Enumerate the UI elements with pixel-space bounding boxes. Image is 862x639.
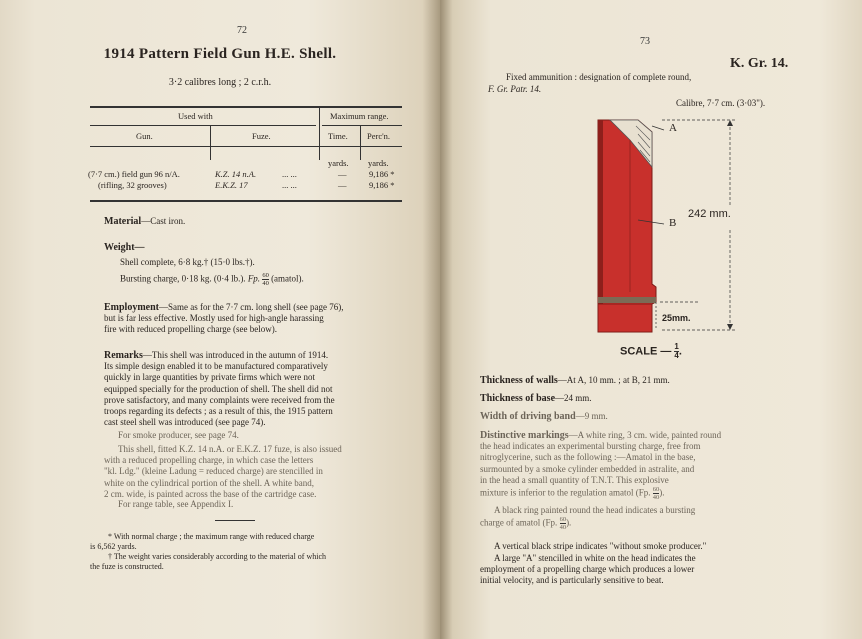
material-label: Material bbox=[104, 216, 142, 227]
footnotes: * With normal charge ; the maximum range with reduced charge is 6,562 yards. † The weight varies considerably according to the material of which the fuze is constructed. bbox=[90, 532, 326, 571]
col-percn: Perc'n. bbox=[367, 131, 391, 141]
fuze-2: E.K.Z. 17 bbox=[215, 180, 248, 190]
fuze-1-dots: ... ... bbox=[282, 169, 297, 179]
fuze-2-dots: ... ... bbox=[282, 180, 297, 190]
page-title: 1914 Pattern Field Gun H.E. Shell. bbox=[103, 46, 337, 62]
base-para: Thickness of base—24 mm. bbox=[480, 393, 592, 404]
weight-shell: Shell complete, 6·8 kg.† (15·0 lbs.†). bbox=[120, 257, 255, 267]
label-a: A bbox=[669, 122, 677, 134]
calibre: Calibre, 7·7 cm. (3·03"). bbox=[676, 98, 766, 108]
base-dimension: 25mm. bbox=[662, 313, 691, 323]
col-time: Time. bbox=[328, 131, 348, 141]
length-dimension: 242 mm. bbox=[688, 208, 731, 220]
vertical-stripe-para: A vertical black stripe indicates "without smoke producer." bbox=[494, 541, 707, 551]
unit-percn: yards. bbox=[368, 158, 389, 168]
weight-burst: Bursting charge, 0·18 kg. (0·4 lb.). Fp. $\frac{60}{40}$ (amatol). bbox=[120, 272, 304, 287]
shell-diagram bbox=[580, 112, 760, 362]
markings-para: Distinctive markings—A white ring, 3 cm. wide, painted round the head indicates an experimental bursting charge, free from nitroglycerine, such as the following :—Amatol in the base, surmounted by a smoke cylinder embedded in astralite, and in the head a small quantity of T.N.T. This explosive mixture is inferior to the regulation amatol (Fp. $\frac{60}{40}$ ). bbox=[480, 430, 722, 502]
range-table-ref: For range table, see Appendix I. bbox=[118, 499, 234, 509]
right-page bbox=[440, 0, 862, 639]
page-subtitle: 3·2 calibres long ; 2 c.r.h. bbox=[168, 77, 272, 88]
material-text: —Cast iron. bbox=[141, 216, 186, 226]
label-b: B bbox=[669, 217, 677, 229]
scale-label: SCALE — $\frac{1}{4}$ . bbox=[620, 342, 682, 360]
time-1: — bbox=[338, 169, 347, 179]
col-gun: Gun. bbox=[136, 131, 153, 141]
gun-name: (7·7 cm.) field gun 96 n/A. bbox=[88, 169, 180, 179]
page-number-right: 73 bbox=[640, 36, 650, 47]
weight-label: Weight— bbox=[104, 242, 145, 253]
unit-time: yards. bbox=[328, 158, 349, 168]
time-2: — bbox=[338, 180, 347, 190]
stencil-a-para: A large "A" stencilled in white on the head indicates the employment of a propelling charge which produces a lower initial velocity, and is particularly sensitive to beat. bbox=[480, 553, 696, 586]
walls-para: Thickness of walls—At A, 10 mm. ; at B, 21 mm. bbox=[480, 375, 670, 386]
col-fuze: Fuze. bbox=[252, 131, 271, 141]
band-para: Width of driving band—9 mm. bbox=[480, 411, 608, 422]
fuze-1: K.Z. 14 n.A. bbox=[215, 169, 257, 179]
black-ring-para: A black ring painted round the head indicates a bursting charge of amatol (Fp. $\frac{60}{40}$ ). bbox=[480, 505, 696, 532]
fixed-ammo-line: Fixed ammunition : designation of complete round, bbox=[506, 72, 692, 82]
range-1: 9,186 * bbox=[369, 169, 395, 179]
header-used-with: Used with bbox=[178, 111, 213, 121]
page-title-right: K. Gr. 14. bbox=[730, 56, 789, 71]
driving-band bbox=[598, 297, 656, 303]
page-number: 72 bbox=[237, 25, 247, 36]
fitted-para: This shell, fitted K.Z. 14 n.A. or E.K.Z. 17 fuze, is also issued with a reduced propelling charge, in which case the letters "kl. Ldg." (kleine Ladung = reduced charge) are stencilled in white on the cylindrical portion of the shell. A white band, 2 cm. wide, is painted across the base of the cartridge case. bbox=[104, 444, 342, 499]
smoke-line: For smoke producer, see page 74. bbox=[118, 430, 239, 440]
gun-rifling: (rifling, 32 grooves) bbox=[98, 180, 167, 190]
employment-para: Employment—Same as for the 7·7 cm. long shell (see page 76), but is far less effective. Mostly used for high-angle harassing fire with reduced propelling charge (see below). bbox=[104, 302, 344, 335]
header-max-range: Maximum range. bbox=[330, 111, 389, 121]
material-para bbox=[104, 216, 185, 227]
range-2: 9,186 * bbox=[369, 180, 395, 190]
fixed-ammo-designation: F. Gr. Patr. 14. bbox=[488, 84, 542, 94]
remarks-para: Remarks—This shell was introduced in the autumn of 1914. Its simple design enabled it to be manufactured comparatively quickly in large quantities by private firms which were not equipped specially for the production of shell. The shell did not prove satisfactory, and many complaints were received from the troops regarding its defects ; as a result of this, the 1915 pattern cast steel shell was introduced (see page 74). bbox=[104, 350, 335, 428]
